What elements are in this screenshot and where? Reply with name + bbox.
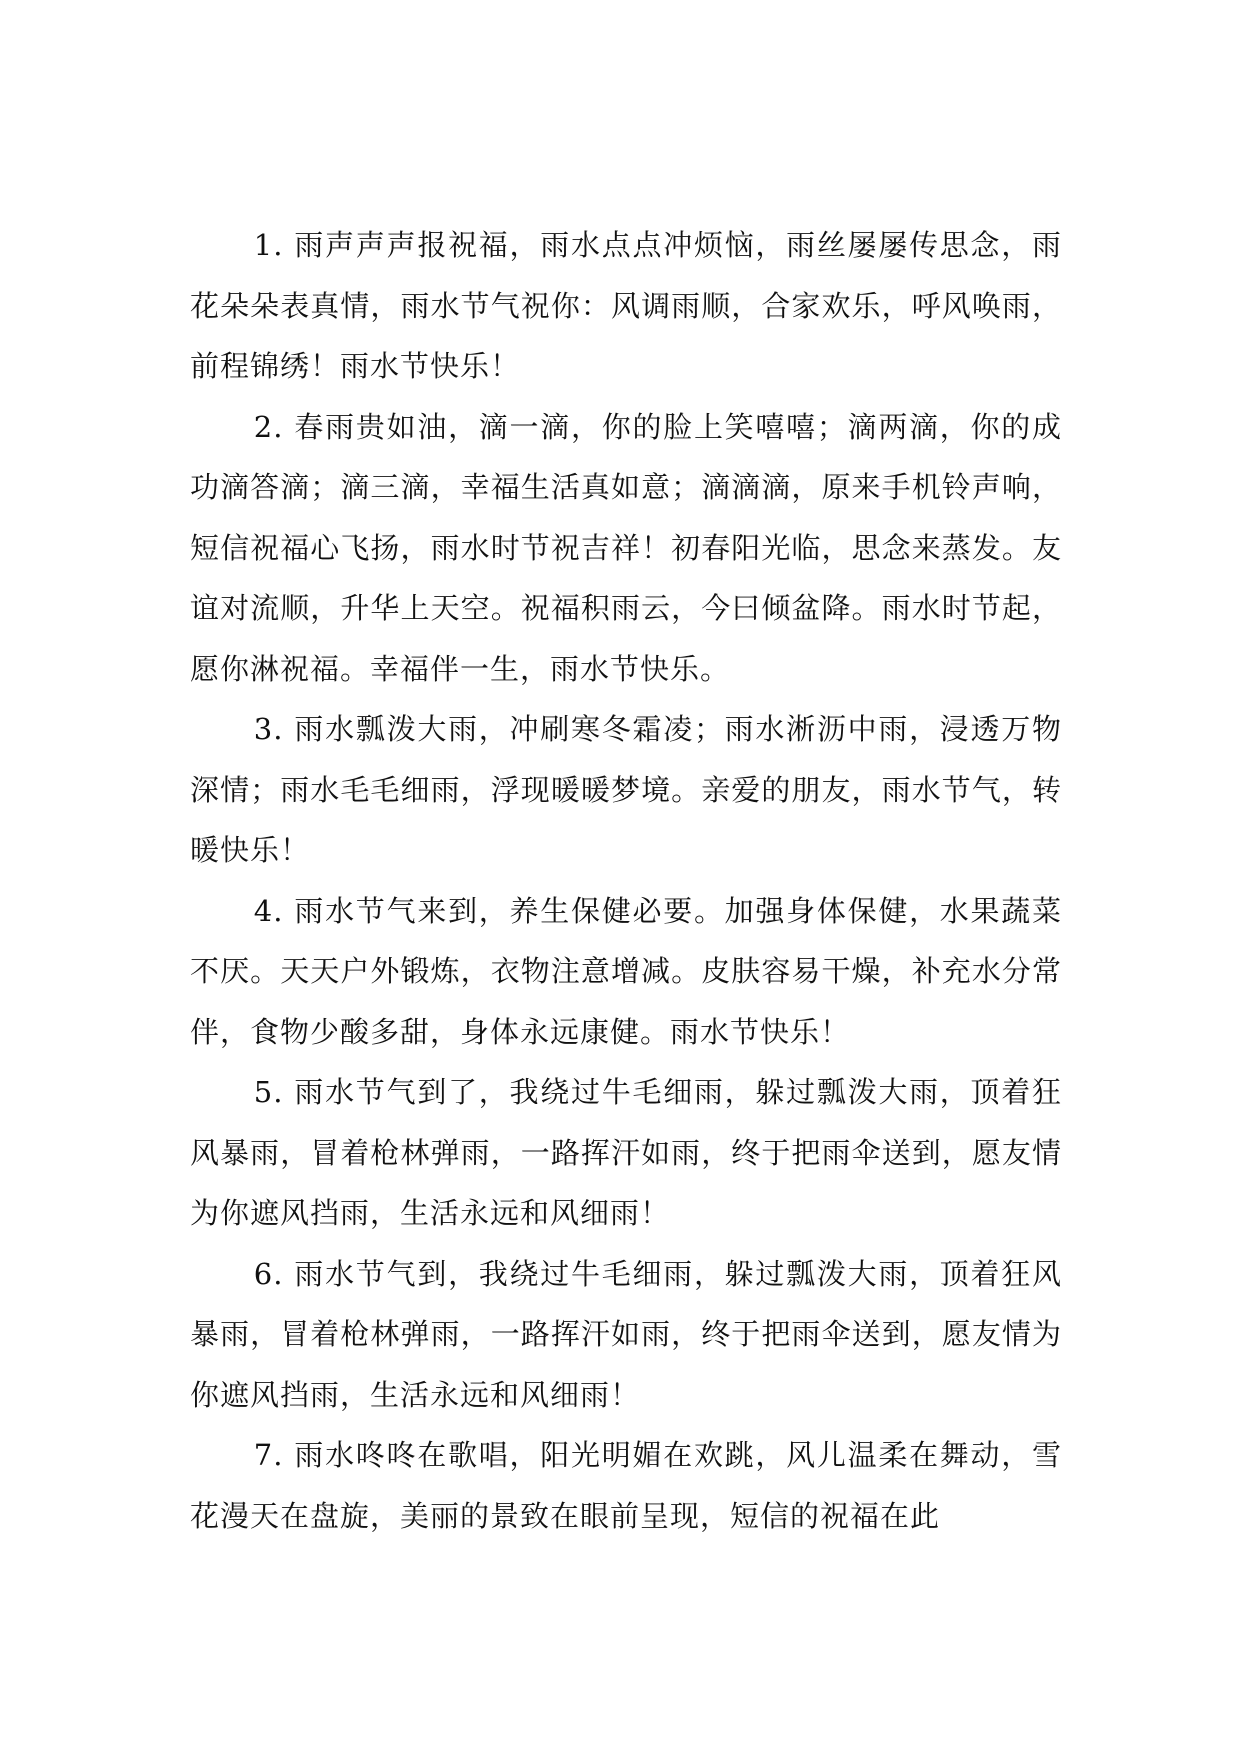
paragraph-1: 1. 雨声声声报祝福，雨水点点冲烦恼，雨丝屡屡传思念，雨花朵朵表真情，雨水节气祝你：风调雨顺，合家欢乐，呼风唤雨，前程锦绣！雨水节快乐！ [190,228,1062,383]
paragraph-3: 3. 雨水瓢泼大雨，冲刷寒冬霜凌；雨水淅沥中雨，浸透万物深情；雨水毛毛细雨，浮现暖暖梦境。亲爱的朋友，雨水节气，转暖快乐！ [190,712,1062,867]
paragraph-2: 2. 春雨贵如油，滴一滴，你的脸上笑嘻嘻；滴两滴，你的成功滴答滴；滴三滴，幸福生活真如意；滴滴滴，原来手机铃声响，短信祝福心飞扬，雨水时节祝吉祥！初春阳光临，思念来蒸发。友谊对流顺，升华上天空。祝福积雨云，今曰倾盆降。雨水时节起，愿你淋祝福。幸福伴一生，雨水节快乐。 [190,409,1062,686]
paragraph-5: 5. 雨水节气到了，我绕过牛毛细雨，躲过瓢泼大雨，顶着狂风暴雨，冒着枪林弹雨，一路挥汗如雨，终于把雨伞送到，愿友情为你遮风挡雨，生活永远和风细雨！ [190,1075,1062,1230]
paragraph-6: 6. 雨水节气到，我绕过牛毛细雨，躲过瓢泼大雨，顶着狂风暴雨，冒着枪林弹雨，一路挥汗如雨，终于把雨伞送到，愿友情为你遮风挡雨，生活永远和风细雨！ [190,1256,1062,1412]
paragraph-7: 7. 雨水咚咚在歌唱，阳光明媚在欢跳，风儿温柔在舞动，雪花漫天在盘旋，美丽的景致在眼前呈现，短信的祝福在此 [190,1438,1062,1533]
document-body [190,215,1062,1546]
paragraph-4: 4. 雨水节气来到，养生保健必要。加强身体保健，水果蔬菜不厌。天天户外锻炼，衣物注意增减。皮肤容易干燥，补充水分常伴，食物少酸多甜，身体永远康健。雨水节快乐！ [190,893,1062,1049]
